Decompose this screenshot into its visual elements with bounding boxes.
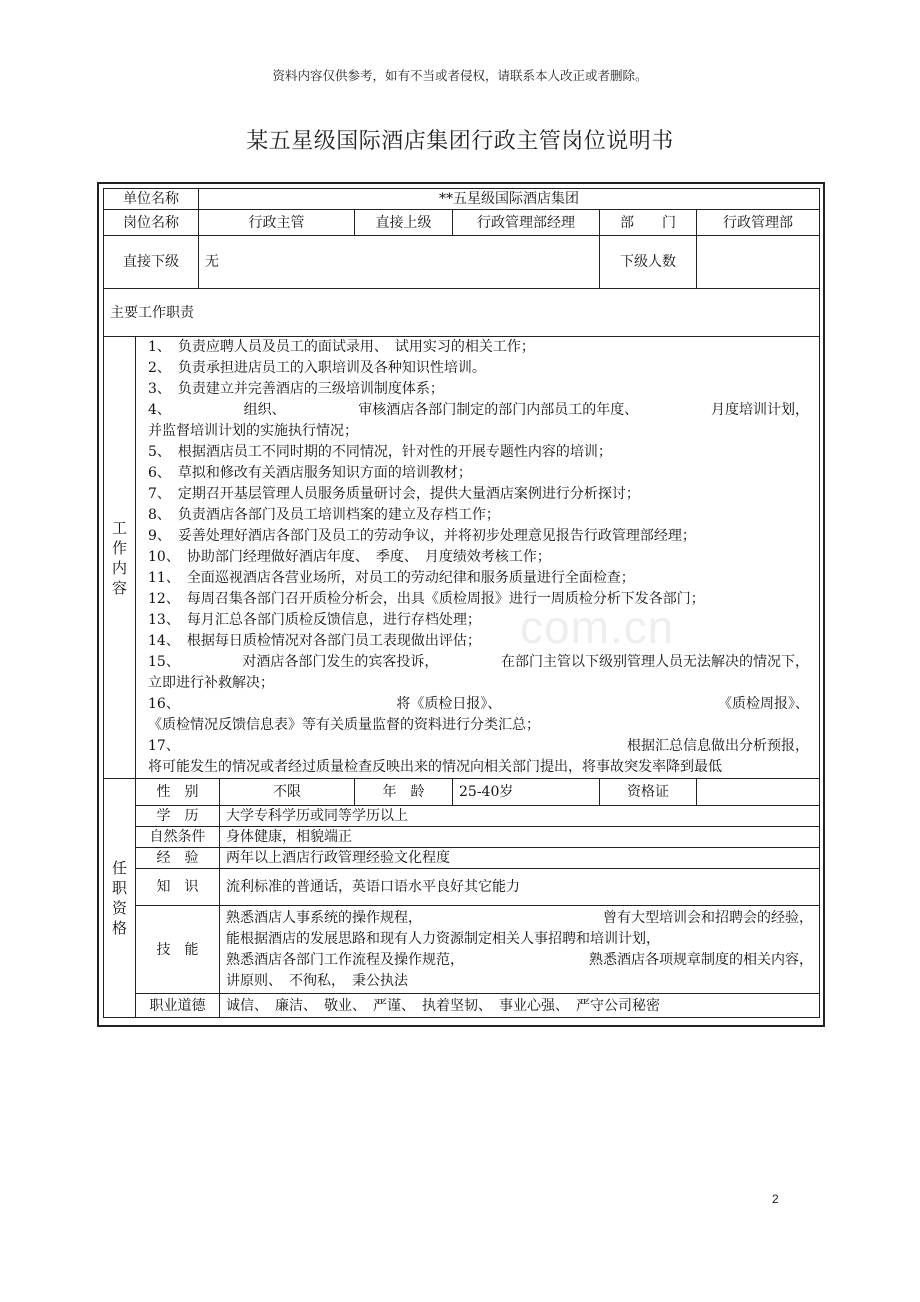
row-work-content	[104, 337, 820, 779]
duty-line: 立即进行补救解决；	[148, 675, 274, 691]
document-title: 某五星级国际酒店集团行政主管岗位说明书	[246, 129, 674, 154]
unit-label: 单位名称	[104, 189, 199, 210]
duty-line: 17、 根据汇总信息做出分析预报，	[148, 738, 809, 754]
skills-value	[220, 906, 820, 994]
sub-count-value	[697, 236, 820, 289]
skill-line: 熟悉酒店人事系统的操作规程， 曾有大型培训会和招聘会的经验，	[226, 909, 813, 926]
skill-line: 讲原则、 不徇私， 秉公执法	[226, 972, 408, 989]
skill-line: 熟悉酒店各部门工作流程及操作规范， 熟悉酒店各项规章制度的相关内容，	[226, 951, 813, 968]
duty-line: 1、 负责应聘人员及员工的面试录用、 试用实习的相关工作；	[148, 339, 535, 355]
work-content-label: 工 作 内 容	[104, 337, 136, 779]
row-skills	[104, 906, 820, 994]
experience-label: 经 验	[136, 848, 220, 869]
main-duties-heading: 主要工作职责	[104, 289, 820, 337]
duty-line: 4、 组织、 审核酒店各部门制定的部门内部员工的年度、 月度培训计划，	[148, 402, 809, 418]
knowledge-value: 流利标准的普通话，英语口语水平良好其它能力	[220, 869, 820, 906]
page-number: 2	[772, 1192, 779, 1206]
cert-value	[697, 779, 820, 806]
education-label: 学 历	[136, 806, 220, 827]
row-unit	[104, 189, 820, 210]
duty-line: 2、 负责承担进店员工的入职培训及各种知识性培训。	[148, 360, 486, 376]
superior-label: 直接上级	[355, 210, 453, 236]
duty-line: 6、 草拟和修改有关酒店服务知识方面的培训教材；	[148, 465, 472, 481]
row-subordinate	[104, 236, 820, 289]
row-education	[104, 806, 820, 827]
duty-line: 7、 定期召开基层管理人员服务质量研讨会，提供大量酒店案例进行分析探讨；	[148, 486, 640, 502]
age-value: 25-40岁	[453, 779, 600, 806]
row-knowledge	[104, 869, 820, 906]
row-main-duties-heading	[104, 289, 820, 337]
job-description-table	[103, 188, 820, 1018]
ethics-label: 职业道德	[136, 994, 220, 1018]
duty-line: 8、 负责酒店各部门及员工培训档案的建立及存档工作；	[148, 507, 500, 523]
row-gender-age	[104, 779, 820, 806]
qualification-label: 任 职 资 格	[104, 779, 136, 1018]
duty-line: 并监督培训计划的实施执行情况；	[148, 423, 358, 439]
duty-line: 16、 将《质检日报》、 《质检周报》、	[148, 696, 809, 712]
duty-line: 9、 妥善处理好酒店各部门及员工的劳动争议，并将初步处理意见报告行政管理部经理；	[148, 528, 696, 544]
watermark: com.cn	[520, 601, 675, 653]
subordinate-value: 无	[199, 236, 600, 289]
duty-line: 15、 对酒店各部门发生的宾客投诉， 在部门主管以下级别管理人员无法解决的情况下，	[148, 654, 809, 670]
position-label: 岗位名称	[104, 210, 199, 236]
duty-line: 13、 每月汇总各部门质检反馈信息，进行存档处理；	[148, 612, 481, 628]
gender-label: 性 别	[136, 779, 220, 806]
dept-label: 部 门	[600, 210, 697, 236]
row-physical	[104, 827, 820, 848]
duty-line: 14、 根据每日质检情况对各部门员工表现做出评估；	[148, 633, 481, 649]
duty-line: 3、 负责建立并完善酒店的三级培训制度体系；	[148, 381, 444, 397]
unit-value: **五星级国际酒店集团	[199, 189, 820, 210]
row-position	[104, 210, 820, 236]
superior-value: 行政管理部经理	[453, 210, 600, 236]
disclaimer: 资料内容仅供参考，如有不当或者侵权，请联系本人改正或者删除。	[272, 68, 648, 83]
physical-label: 自然条件	[136, 827, 220, 848]
ethics-value: 诚信、 廉洁、 敬业、 严谨、 执着坚韧、 事业心强、 严守公司秘密	[220, 994, 820, 1018]
cert-label: 资格证	[600, 779, 697, 806]
duty-line: 11、 全面巡视酒店各营业场所，对员工的劳动纪律和服务质量进行全面检查；	[148, 570, 635, 586]
row-experience	[104, 848, 820, 869]
skill-line: 能根据酒店的发展思路和现有人力资源制定相关人事招聘和培训计划，	[226, 930, 660, 947]
duty-line: 将可能发生的情况或者经过质量检查反映出来的情况向相关部门提出，将事故突发率降到最低	[148, 759, 722, 775]
duty-line: 10、 协助部门经理做好酒店年度、 季度、 月度绩效考核工作；	[148, 549, 551, 565]
experience-value: 两年以上酒店行政管理经验文化程度	[220, 848, 820, 869]
education-value: 大学专科学历或同等学历以上	[220, 806, 820, 827]
gender-value: 不限	[220, 779, 355, 806]
duty-line: 12、 每周召集各部门召开质检分析会，出具《质检周报》进行一周质检分析下发各部门；	[148, 591, 705, 607]
physical-value: 身体健康，相貌端正	[220, 827, 820, 848]
subordinate-label: 直接下级	[104, 236, 199, 289]
duties-list	[136, 337, 820, 779]
duty-line: 《质检情况反馈信息表》等有关质量监督的资料进行分类汇总；	[148, 717, 540, 733]
duty-line: 5、 根据酒店员工不同时期的不同情况，针对性的开展专题性内容的培训；	[148, 444, 612, 460]
knowledge-label: 知 识	[136, 869, 220, 906]
position-value: 行政主管	[199, 210, 355, 236]
age-label: 年 龄	[355, 779, 453, 806]
row-ethics	[104, 994, 820, 1018]
skills-label: 技 能	[136, 906, 220, 994]
dept-value: 行政管理部	[697, 210, 820, 236]
sub-count-label: 下级人数	[600, 236, 697, 289]
